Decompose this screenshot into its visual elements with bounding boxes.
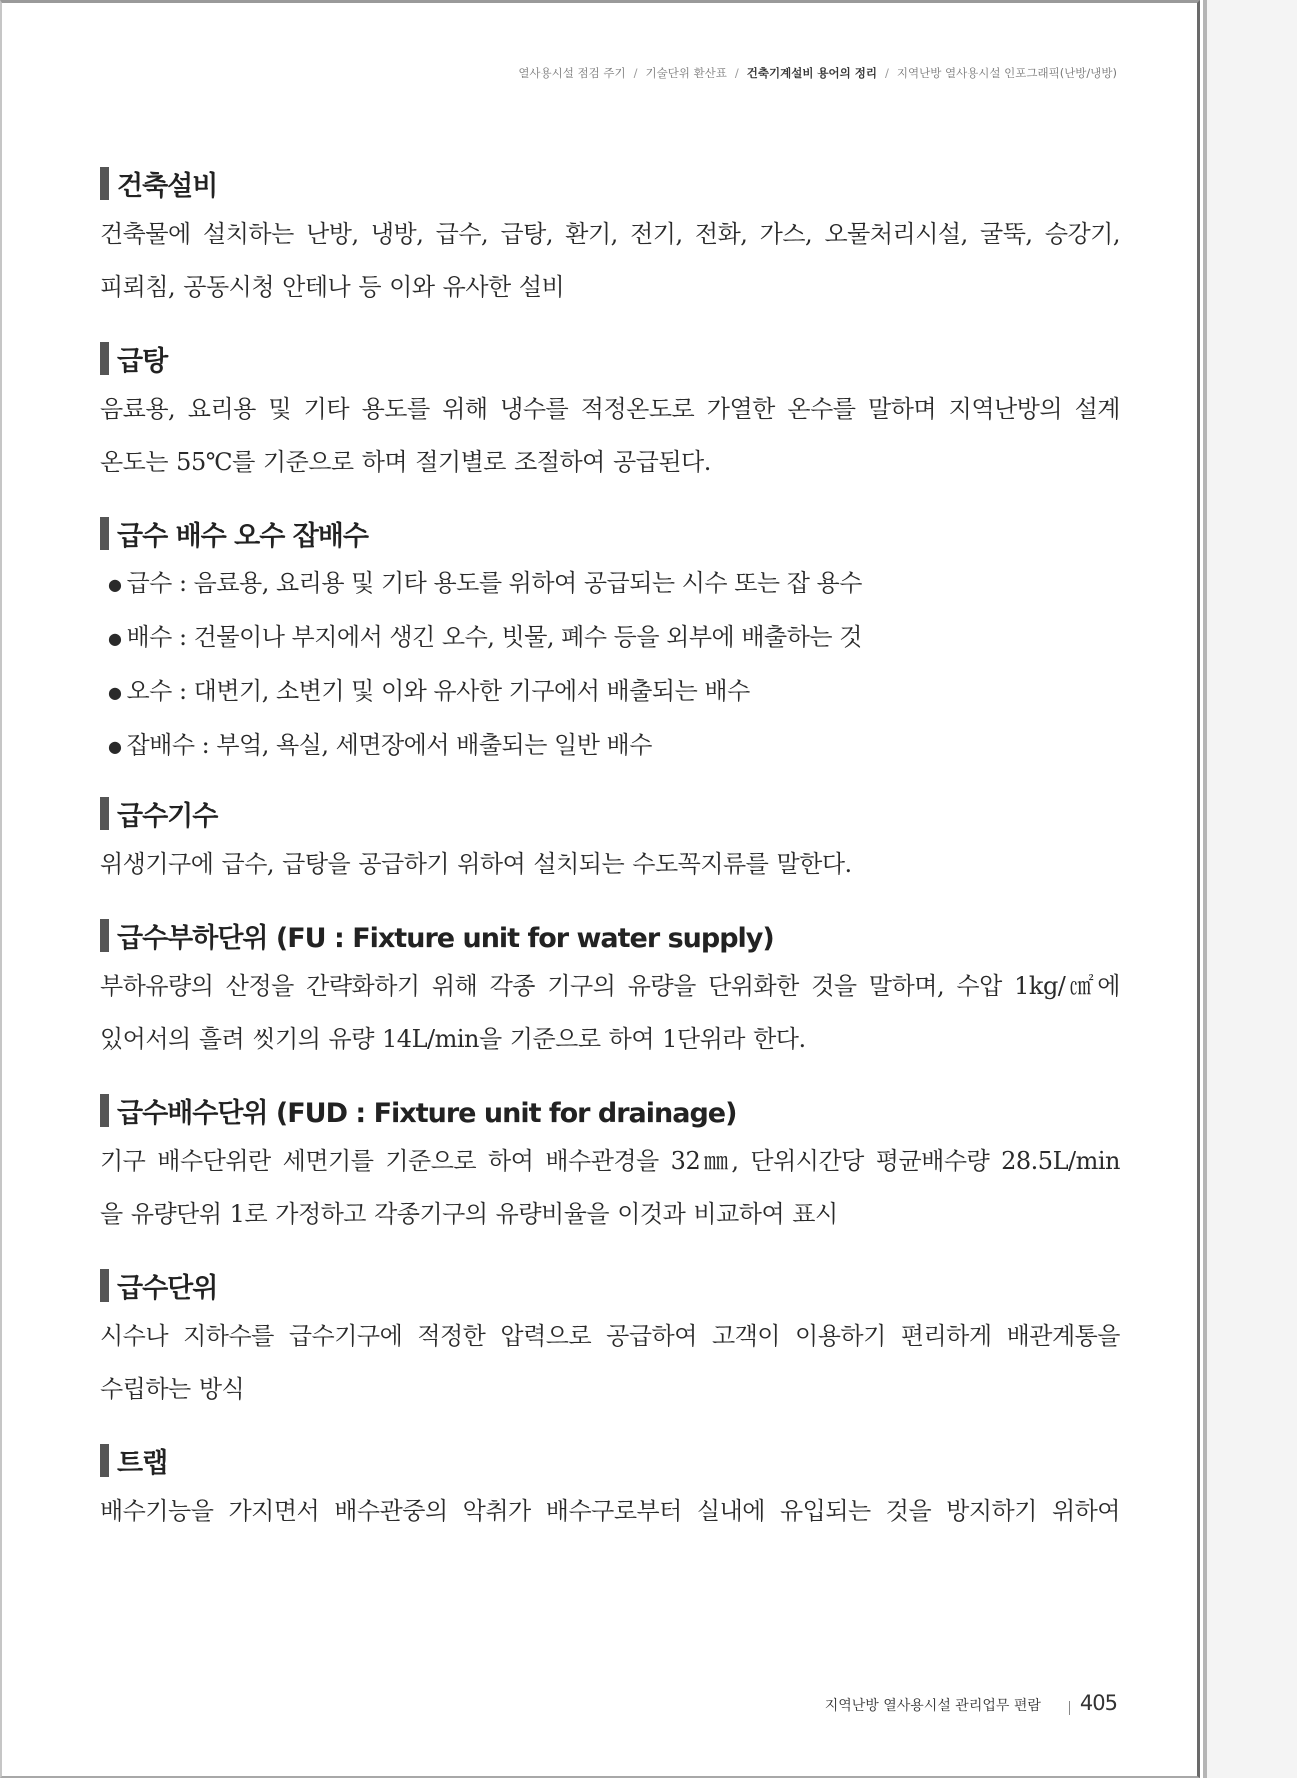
section-body	[100, 383, 1120, 489]
body-line: 음료용, 요리용 및 기타 용도를 위해 냉수를 적정온도로 가열한 온수를 말하며 지역난방의 설계	[100, 395, 1120, 423]
section-water-fixture	[100, 795, 1120, 891]
page-footer	[825, 1691, 1117, 1715]
breadcrumb-item: 기술단위 환산표	[645, 66, 727, 80]
section-body	[100, 960, 1120, 1066]
section-water-drainage-types	[100, 515, 1120, 773]
section-fixture-unit-supply	[100, 917, 1120, 1066]
heading-bar	[100, 342, 109, 375]
bullet-icon: ●	[108, 737, 122, 756]
section-heading: 급수단위	[117, 1272, 218, 1304]
page-number: 405	[1079, 1691, 1117, 1715]
breadcrumb-item: 지역난방 열사용시설 인포그래픽(난방/냉방)	[896, 66, 1117, 80]
body-line: 피뢰침, 공동시청 안테나 등 이와 유사한 설비	[100, 273, 565, 301]
body-line: 수립하는 방식	[100, 1375, 245, 1403]
list-item: ● 배수 : 건물이나 부지에서 생긴 오수, 빗물, 폐수 등을 외부에 배출하는 것	[108, 623, 862, 651]
breadcrumb-separator: /	[734, 66, 739, 80]
list-item: ● 잡배수 : 부엌, 욕실, 세면장에서 배출되는 일반 배수	[108, 731, 652, 759]
heading-bar	[100, 1444, 109, 1477]
breadcrumb	[518, 65, 1117, 81]
section-body	[100, 838, 1120, 891]
section-heading: 급수 배수 오수 잡배수	[117, 520, 368, 552]
section-heading: 급수부하단위 (FU : Fixture unit for water supply)	[117, 922, 774, 954]
section-trap	[100, 1442, 1120, 1538]
section-heading: 급수배수단위 (FUD : Fixture unit for drainage)	[117, 1097, 737, 1129]
section-body	[100, 208, 1120, 314]
section-heading: 급수기수	[117, 800, 218, 832]
section-body	[100, 1485, 1120, 1538]
body-line: 시수나 지하수를 급수기구에 적정한 압력으로 공급하여 고객이 이용하기 편리하게 배관계통을	[100, 1322, 1120, 1350]
heading-bar	[100, 517, 109, 550]
section-water-supply-unit	[100, 1267, 1120, 1416]
breadcrumb-separator: /	[885, 66, 889, 80]
list-item: ● 급수 : 음료용, 요리용 및 기타 용도를 위하여 공급되는 시수 또는 잡 용수	[108, 569, 862, 597]
body-line: 부하유량의 산정을 간략화하기 위해 각종 기구의 유량을 단위화한 것을 말하며, 수압 1kg/㎠에	[100, 972, 1120, 1000]
footer-divider	[1069, 1701, 1070, 1715]
body-line: 을 유량단위 1로 가정하고 각종기구의 유량비율을 이것과 비교하여 표시	[100, 1200, 838, 1228]
body-line: 있어서의 흘려 씻기의 유량 14L/min을 기준으로 하여 1단위라 한다.	[100, 1025, 806, 1053]
heading-bar	[100, 797, 109, 830]
bullet-list	[108, 557, 1120, 773]
section-heading: 트랩	[117, 1447, 168, 1479]
breadcrumb-separator: /	[633, 66, 638, 80]
viewer-background	[1207, 0, 1297, 1778]
section-heading: 건축설비	[117, 170, 218, 202]
section-body	[100, 1310, 1120, 1416]
section-body	[100, 1135, 1120, 1241]
bullet-icon: ●	[108, 683, 122, 702]
body-line: 위생기구에 급수, 급탕을 공급하기 위하여 설치되는 수도꼭지류를 말한다.	[100, 850, 852, 878]
body-line: 건축물에 설치하는 난방, 냉방, 급수, 급탕, 환기, 전기, 전화, 가스, 오물처리시설, 굴뚝, 승강기,	[100, 220, 1120, 248]
page-content	[100, 165, 1120, 1538]
breadcrumb-item: 열사용시설 점검 주기	[518, 66, 626, 80]
heading-bar	[100, 1094, 109, 1127]
bullet-icon: ●	[108, 575, 122, 594]
heading-bar	[100, 919, 109, 952]
heading-bar	[100, 1269, 109, 1302]
section-heading: 급탕	[117, 345, 168, 377]
breadcrumb-item-current: 건축기계설비 용어의 정리	[746, 66, 877, 80]
body-line: 배수기능을 가지면서 배수관중의 악취가 배수구로부터 실내에 유입되는 것을 방지하기 위하여	[100, 1497, 1120, 1525]
body-line: 온도는 55℃를 기준으로 하며 절기별로 조절하여 공급된다.	[100, 448, 711, 476]
footer-book-title: 지역난방 열사용시설 관리업무 편람	[824, 1698, 1041, 1714]
list-item: ● 오수 : 대변기, 소변기 및 이와 유사한 기구에서 배출되는 배수	[108, 677, 750, 705]
bullet-icon: ●	[108, 629, 122, 648]
body-line: 기구 배수단위란 세면기를 기준으로 하여 배수관경을 32㎜, 단위시간당 평균배수량 28.5L/min	[100, 1147, 1120, 1175]
section-fixture-unit-drainage	[100, 1092, 1120, 1241]
section-hot-water-supply	[100, 340, 1120, 489]
heading-bar	[100, 167, 109, 200]
section-building-equipment	[100, 165, 1120, 314]
